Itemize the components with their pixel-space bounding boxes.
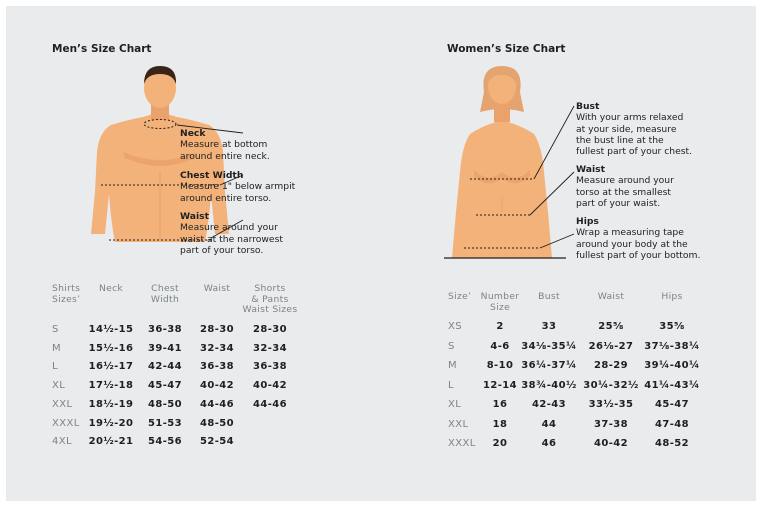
size-label: XXXL xyxy=(448,438,476,449)
header-line: Chest xyxy=(151,283,179,294)
table-cell: 37⅛-38¼ xyxy=(644,340,700,352)
size-label: XXL xyxy=(448,418,469,430)
table-cell: 42-44 xyxy=(148,361,182,373)
header-line: Shirts xyxy=(52,283,81,294)
table-cell: 40-42 xyxy=(200,380,234,392)
men-note-neck: Neck Measure at bottom around entire neck. xyxy=(180,128,270,162)
table-cell: 44-46 xyxy=(200,398,234,410)
table-cell: 51-53 xyxy=(148,417,182,429)
table-cell: 52-54 xyxy=(200,436,234,448)
womens-chart-title: Women’s Size Chart xyxy=(447,43,566,55)
table-cell: 45-47 xyxy=(148,380,182,392)
table-cell: 36-38 xyxy=(200,361,234,373)
women-header-4 xyxy=(637,292,707,303)
table-cell: 16½-17 xyxy=(88,361,134,373)
size-label: M xyxy=(448,360,458,371)
womens-body-illustration xyxy=(440,62,580,262)
table-cell: 47-48 xyxy=(655,418,689,430)
table-cell: 48-52 xyxy=(655,438,689,449)
women-header-3 xyxy=(576,292,646,303)
table-cell: 42-43 xyxy=(532,399,566,410)
header-line: Hips xyxy=(661,291,683,302)
header-line: Neck xyxy=(98,283,124,294)
table-cell: 37-38 xyxy=(594,418,628,430)
table-cell: 48-50 xyxy=(148,398,182,410)
mens-chart-title: Men’s Size Chart xyxy=(52,43,152,55)
table-cell: 33 xyxy=(541,321,557,332)
header-line: Bust xyxy=(538,291,560,302)
size-label: XL xyxy=(448,399,462,410)
table-cell: 32-34 xyxy=(200,342,234,354)
men-note-chest: Chest Width Measure 1" below armpit around entire torso. xyxy=(180,170,296,204)
table-cell: 28-29 xyxy=(594,360,628,371)
table-cell: 19½-20 xyxy=(88,417,134,429)
size-label: 4XL xyxy=(52,436,72,448)
size-label: XXL xyxy=(52,398,73,410)
women-header-2 xyxy=(514,292,584,303)
table-cell: 25⅝ xyxy=(598,321,624,332)
men-note-waist: Waist Measure around your waist at the narrowest part of your torso. xyxy=(180,211,283,256)
table-cell: 40-42 xyxy=(594,438,628,449)
table-cell: 4-6 xyxy=(490,340,510,352)
table-cell: 18½-19 xyxy=(88,398,134,410)
table-cell: 36¼-37¼ xyxy=(521,360,577,371)
size-label: S xyxy=(448,340,455,352)
women-note-bust: Bust With your arms relaxed at your side, measure the bust line at the fullest part of your chest. xyxy=(576,101,693,158)
table-cell: 44 xyxy=(541,418,557,430)
women-note-hips: Hips Wrap a measuring tape around your body at the fullest part of your bottom. xyxy=(576,216,701,261)
men-header-4 xyxy=(235,284,305,316)
table-cell: 35⅝ xyxy=(659,321,685,332)
table-cell: 28-30 xyxy=(200,324,234,335)
table-cell: 12-14 xyxy=(483,379,517,391)
table-cell: 46 xyxy=(541,438,557,449)
women-note-waist: Waist Measure around your torso at the smallest part of your waist. xyxy=(576,164,674,209)
header-line: Width xyxy=(150,293,180,305)
table-cell: 41¼-43¼ xyxy=(644,379,700,391)
table-cell: 48-50 xyxy=(200,417,234,429)
header-line: Waist xyxy=(597,291,625,302)
size-label: XXXL xyxy=(52,417,80,429)
table-cell: 36-38 xyxy=(148,324,182,335)
header-line: Shorts xyxy=(254,283,286,294)
header-line: Size xyxy=(489,301,511,313)
size-label: M xyxy=(52,342,62,354)
table-cell: 36-38 xyxy=(253,361,287,373)
table-cell: 32-34 xyxy=(253,342,287,354)
header-line: Sizes’ xyxy=(52,293,81,305)
table-cell: 45-47 xyxy=(655,399,689,410)
table-cell: 33½-35 xyxy=(588,399,634,410)
table-cell: 39-41 xyxy=(148,342,182,354)
table-cell: 54-56 xyxy=(148,436,182,448)
table-cell: 20½-21 xyxy=(88,436,134,448)
size-label: XL xyxy=(52,380,66,392)
table-cell: 44-46 xyxy=(253,398,287,410)
size-label: S xyxy=(52,324,59,335)
table-cell: 26⅛-27 xyxy=(588,340,634,352)
table-cell: 2 xyxy=(496,321,504,332)
table-cell: 15½-16 xyxy=(88,342,134,354)
table-cell: 16 xyxy=(492,399,508,410)
size-label: XS xyxy=(448,321,462,332)
table-cell: 34⅛-35¼ xyxy=(521,340,577,352)
table-cell: 8-10 xyxy=(486,360,514,371)
table-cell: 18 xyxy=(492,418,508,430)
header-line: & Pants xyxy=(251,293,289,305)
table-cell: 38¾-40½ xyxy=(521,379,577,391)
table-cell: 20 xyxy=(492,438,508,449)
header-line: Size’ xyxy=(448,291,472,302)
table-cell: 28-30 xyxy=(253,324,287,335)
womens-torso xyxy=(452,116,552,258)
header-line: Waist Sizes xyxy=(242,304,298,315)
table-cell: 40-42 xyxy=(253,380,287,392)
size-label: L xyxy=(448,379,454,391)
table-cell: 39¼-40¼ xyxy=(644,360,700,371)
header-line: Waist xyxy=(203,283,231,294)
table-cell: 14½-15 xyxy=(88,324,134,335)
table-cell: 30¼-32½ xyxy=(583,379,639,391)
table-cell: 17½-18 xyxy=(88,380,134,392)
size-label: L xyxy=(52,361,58,373)
header-line: Number xyxy=(480,291,520,302)
